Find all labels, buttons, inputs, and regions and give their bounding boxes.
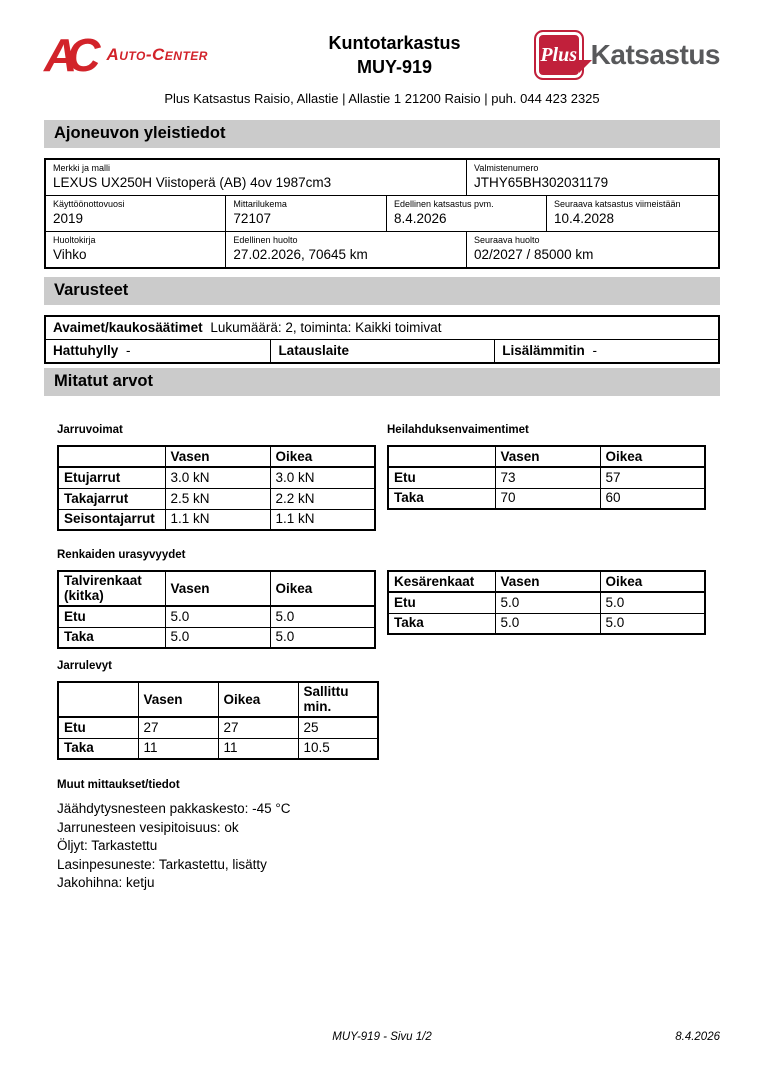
auto-center-monogram-icon: AC — [44, 29, 91, 81]
table-row: Taka 5.0 5.0 — [58, 627, 375, 648]
table-row: Kesärenkaat Vasen Oikea — [388, 571, 705, 592]
text-line: Jäähdytysnesteen pakkaskesto: -45 °C — [57, 801, 291, 816]
table-row: Vasen Oikea Sallittu min. — [58, 682, 378, 717]
winter-tires-table — [57, 570, 376, 649]
inspection-report-page — [44, 0, 720, 893]
table-row: Vasen Oikea — [388, 446, 705, 467]
station-address: Plus Katsastus Raisio, Allastie | Allastie 1 21200 Raisio | puh. 044 423 2325 — [164, 91, 600, 106]
field-next-inspection: Seuraava katsastus viimeistään 10.4.2028 — [546, 196, 718, 231]
field-first-use-year: Käyttöönottovuosi 2019 — [53, 199, 125, 226]
text-line: Jarrunesteen vesipitoisuus: ok — [57, 819, 239, 835]
table-row: Etu 5.0 5.0 — [388, 592, 705, 613]
table-row — [46, 160, 718, 195]
auto-center-logo-text: Auto-Center — [106, 45, 208, 64]
plus-katsastus-logo-text: Katsastus — [590, 39, 720, 70]
equipment-table — [44, 315, 720, 364]
brake-forces-table — [57, 445, 376, 531]
vehicle-info-table — [44, 158, 720, 269]
table-row: Etu 27 27 25 — [58, 717, 378, 738]
report-title-line1: Kuntotarkastus — [328, 32, 461, 53]
footer-page-number: MUY-919 - Sivu 1/2 — [332, 1031, 432, 1043]
footer-date: 8.4.2026 — [675, 1031, 720, 1043]
other-measurements-caption: Muut mittaukset/tiedot — [57, 779, 180, 791]
brake-discs-caption: Jarrulevyt — [57, 660, 112, 672]
table-row: Vasen Oikea — [58, 446, 375, 467]
table-row: Etu 5.0 5.0 — [58, 606, 375, 627]
shock-absorbers-table — [387, 445, 706, 510]
report-title — [259, 31, 530, 80]
tread-depth-caption: Renkaiden urasyvyydet — [57, 549, 186, 561]
table-row: Etujarrut 3.0 kN 3.0 kN — [58, 467, 375, 488]
brake-discs-table — [57, 681, 379, 760]
field-charger: Latauslaite — [270, 340, 494, 362]
field-hat-shelf: Hattuhylly - — [53, 343, 131, 358]
plus-badge-text: Plus — [540, 43, 577, 66]
section-header-general: Ajoneuvon yleistiedot — [44, 120, 720, 148]
text-line: Jakohihna: ketju — [57, 875, 155, 890]
field-keys-remotes: Avaimet/kaukosäätimet Lukumäärä: 2, toiminta: Kaikki toimivat — [46, 317, 718, 340]
license-plate: MUY-919 — [356, 57, 433, 77]
field-next-service: Seuraava huolto 02/2027 / 85000 km — [466, 232, 718, 267]
brake-forces-caption: Jarruvoimat — [57, 424, 123, 436]
summer-tires-table — [387, 570, 706, 635]
field-aux-heater: Lisälämmitin - — [494, 340, 718, 362]
section-header-equipment: Varusteet — [44, 277, 720, 305]
table-row: Taka 11 11 10.5 — [58, 738, 378, 759]
table-row: Seisontajarrut 1.1 kN 1.1 kN — [58, 509, 375, 530]
field-previous-inspection: Edellinen katsastus pvm. 8.4.2026 — [386, 196, 546, 231]
table-row: Takajarrut 2.5 kN 2.2 kN — [58, 488, 375, 509]
table-row: Talvirenkaat (kitka) Vasen Oikea — [58, 571, 375, 606]
plus-badge-icon — [534, 30, 584, 80]
table-row: Taka 70 60 — [388, 488, 705, 509]
table-row — [46, 340, 718, 362]
auto-center-logo — [44, 29, 259, 81]
table-row: Etu 73 57 — [388, 467, 705, 488]
text-line: Lasinpesuneste: Tarkastettu, lisätty — [57, 856, 267, 872]
plus-katsastus-logo — [530, 30, 720, 80]
field-vin: Valmistenumero JTHY65BH302031179 — [466, 160, 718, 195]
table-row: Taka 5.0 5.0 — [388, 613, 705, 634]
text-line: Öljyt: Tarkastettu — [57, 838, 158, 853]
measured-values-section — [57, 396, 720, 893]
shock-absorbers-caption: Heilahduksenvaimentimet — [387, 424, 529, 436]
field-service-book: Huoltokirja Vihko — [53, 235, 96, 262]
table-row — [46, 231, 718, 267]
field-previous-service: Edellinen huolto 27.02.2026, 70645 km — [225, 232, 466, 267]
plus-badge-tail-icon — [579, 60, 592, 73]
other-measurements-text — [57, 800, 720, 893]
report-header — [44, 0, 720, 80]
section-header-measured: Mitatut arvot — [44, 368, 720, 396]
field-odometer: Mittarilukema 72107 — [225, 196, 386, 231]
field-make-model: Merkki ja malli LEXUS UX250H Viistoperä (AB) 4ov 1987cm3 — [53, 163, 332, 190]
table-row — [46, 195, 718, 231]
page-footer — [0, 1031, 764, 1043]
